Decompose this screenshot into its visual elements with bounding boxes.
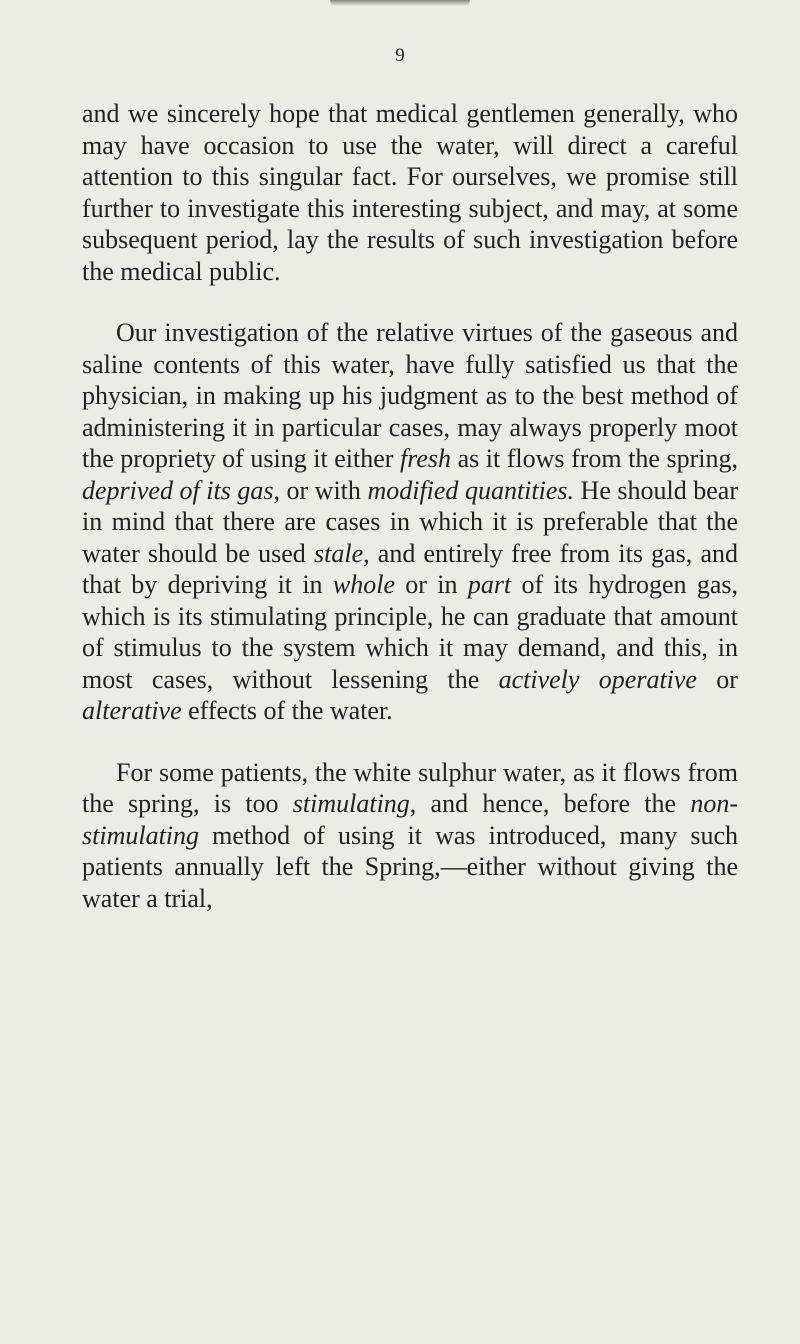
paragraph-1 (82, 98, 738, 287)
italic-text-run: modified quantities. (367, 475, 575, 505)
text-run: He should bear in mind that there are cases in which it is preferable that the water should be used (82, 475, 738, 568)
text-run: effects of the water. (181, 696, 393, 725)
italic-text-run: deprived of its gas (82, 475, 274, 505)
italic-text-run: alterative (82, 696, 182, 725)
text-run: , and hence, before the (409, 789, 691, 818)
italic-text-run: fresh (399, 444, 452, 473)
text-run: Our investigation of the relative virtues of the gaseous and saline contents of this water, have fully satisfied us that the physician, in making up his judgment as to the best method of administering it in particular cases, may always properly moot the propriety of using it either (82, 318, 738, 473)
italic-text-run: whole (332, 570, 395, 599)
text-run: , and entirely free from its gas, and that by depriving it in (82, 538, 739, 599)
text-run: method of using it was introduced, many such patients annually left the Spring,—either without giving the water a trial, (82, 820, 738, 913)
italic-text-run: actively operative (498, 664, 697, 694)
text-run: as it flows from the spring, (451, 444, 738, 473)
page-top-shadow (330, 0, 470, 6)
text-run: of its hydrogen gas, which is its stimulating principle, he can graduate that amount of stimulus to the system which it may demand, and this, in most cases, without lessening the (82, 570, 738, 694)
text-run: or in (394, 570, 468, 599)
paragraph-3 (82, 757, 738, 915)
text-run: or (696, 664, 738, 694)
page-number: 9 (395, 45, 405, 66)
italic-text-run: part (467, 570, 512, 599)
body-text (82, 98, 738, 944)
italic-text-run: stimulating (292, 789, 410, 818)
italic-text-run: stale (314, 538, 364, 568)
text-run: and we sincerely hope that medical gentlemen generally, who may have occasion to use the water, will direct a careful attention to this singular fact. For ourselves, we promise still further to investigate this interesting subject, and may, at some subsequent period, lay the results of such investigation before the medical public. (82, 99, 738, 286)
text-run: For some patients, the white sulphur water, as it flows from the spring, is too (82, 757, 738, 818)
paragraph-2 (82, 317, 738, 727)
text-run: , or with (273, 475, 368, 505)
italic-text-run: non-stimulating (82, 789, 738, 850)
